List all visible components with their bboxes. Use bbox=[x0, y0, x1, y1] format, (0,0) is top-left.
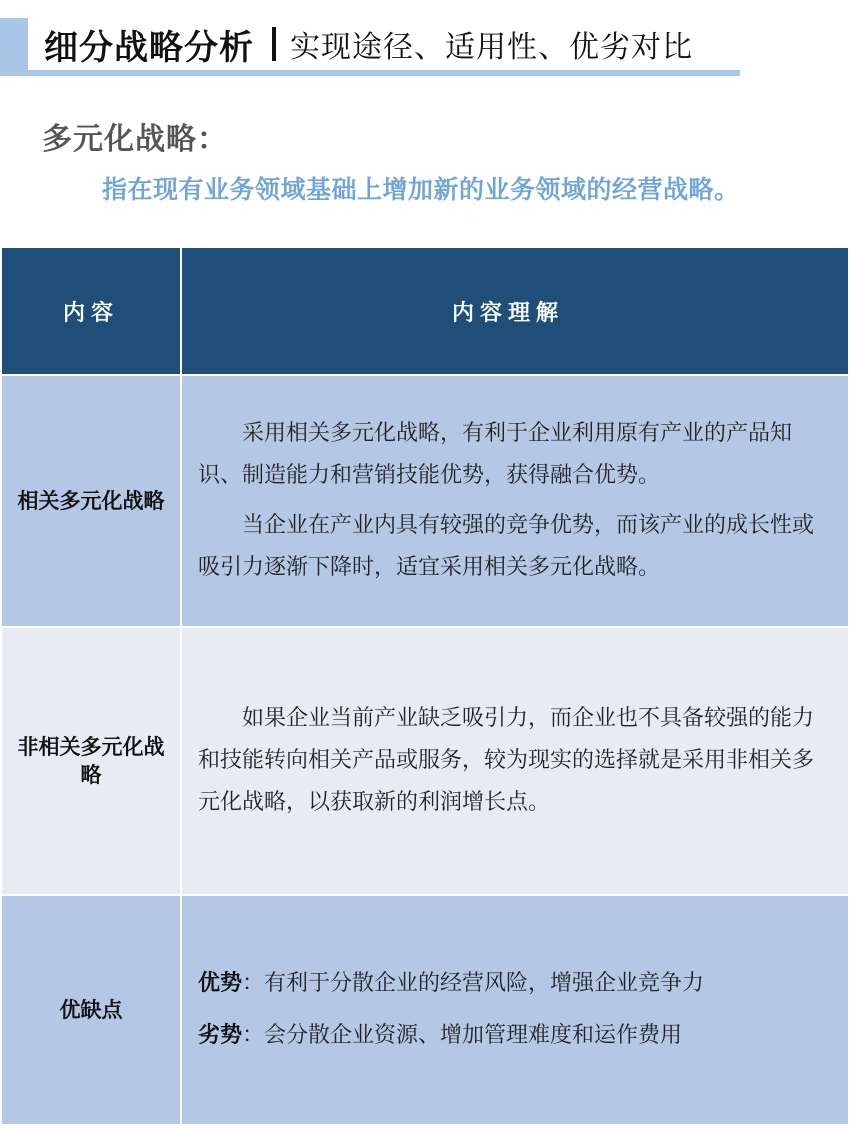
pros-line bbox=[198, 963, 834, 1005]
title-bar bbox=[28, 18, 740, 76]
title-accent-block bbox=[0, 18, 28, 76]
cons-line bbox=[198, 1015, 834, 1057]
definition-text: 指在现有业务领域基础上增加新的业务领域的经营战略。 bbox=[102, 175, 740, 204]
paragraph: 当企业在产业内具有较强的竞争优势，而该产业的成长性或吸引力逐渐下降时，适宜采用相关多元化战略。 bbox=[198, 513, 815, 580]
cons-label: 劣势 bbox=[198, 1023, 243, 1048]
row-label-cell bbox=[2, 376, 180, 626]
table-header-row bbox=[2, 248, 848, 374]
column-header-content: 内容 bbox=[62, 300, 119, 326]
row-content-cell bbox=[180, 376, 848, 626]
paragraph: 采用相关多元化战略，有利于企业利用原有产业的产品知识、制造能力和营销技能优势，获得融合优势。 bbox=[198, 421, 793, 488]
row-label-cell bbox=[2, 628, 180, 894]
row-label-related: 相关多元化战略 bbox=[17, 489, 165, 513]
paragraph: 如果企业当前产业缺乏吸引力，而企业也不具备较强的能力和技能转向相关产品或服务，较为现实的选择就是采用非相关多元化战略，以获取新的利润增长点。 bbox=[198, 706, 815, 815]
page-subtitle: 实现途径、适用性、优劣对比 bbox=[290, 30, 693, 65]
row-label-pros-cons: 优缺点 bbox=[59, 998, 123, 1022]
table-row-pros-cons bbox=[2, 896, 848, 1124]
header-cell-content bbox=[2, 248, 180, 374]
row-content-cell bbox=[180, 896, 848, 1124]
title-separator bbox=[272, 27, 276, 61]
row-content-cell bbox=[180, 628, 848, 894]
header-cell-understanding bbox=[180, 248, 848, 374]
pros-label: 优势 bbox=[198, 971, 243, 996]
page-title: 细分战略分析 bbox=[44, 27, 254, 68]
strategy-table bbox=[2, 248, 848, 1124]
section-heading: 多元化战略： bbox=[42, 122, 228, 157]
table-row-related bbox=[2, 376, 848, 626]
row-label-cell bbox=[2, 896, 180, 1124]
table-row-unrelated bbox=[2, 628, 848, 894]
cons-text: ：会分散企业资源、增加管理难度和运作费用 bbox=[242, 1023, 683, 1048]
pros-text: ：有利于分散企业的经营风险，增强企业竞争力 bbox=[242, 971, 705, 996]
column-header-understanding: 内容理解 bbox=[451, 300, 564, 326]
row-label-unrelated: 非相关多元化战略 bbox=[17, 735, 165, 787]
